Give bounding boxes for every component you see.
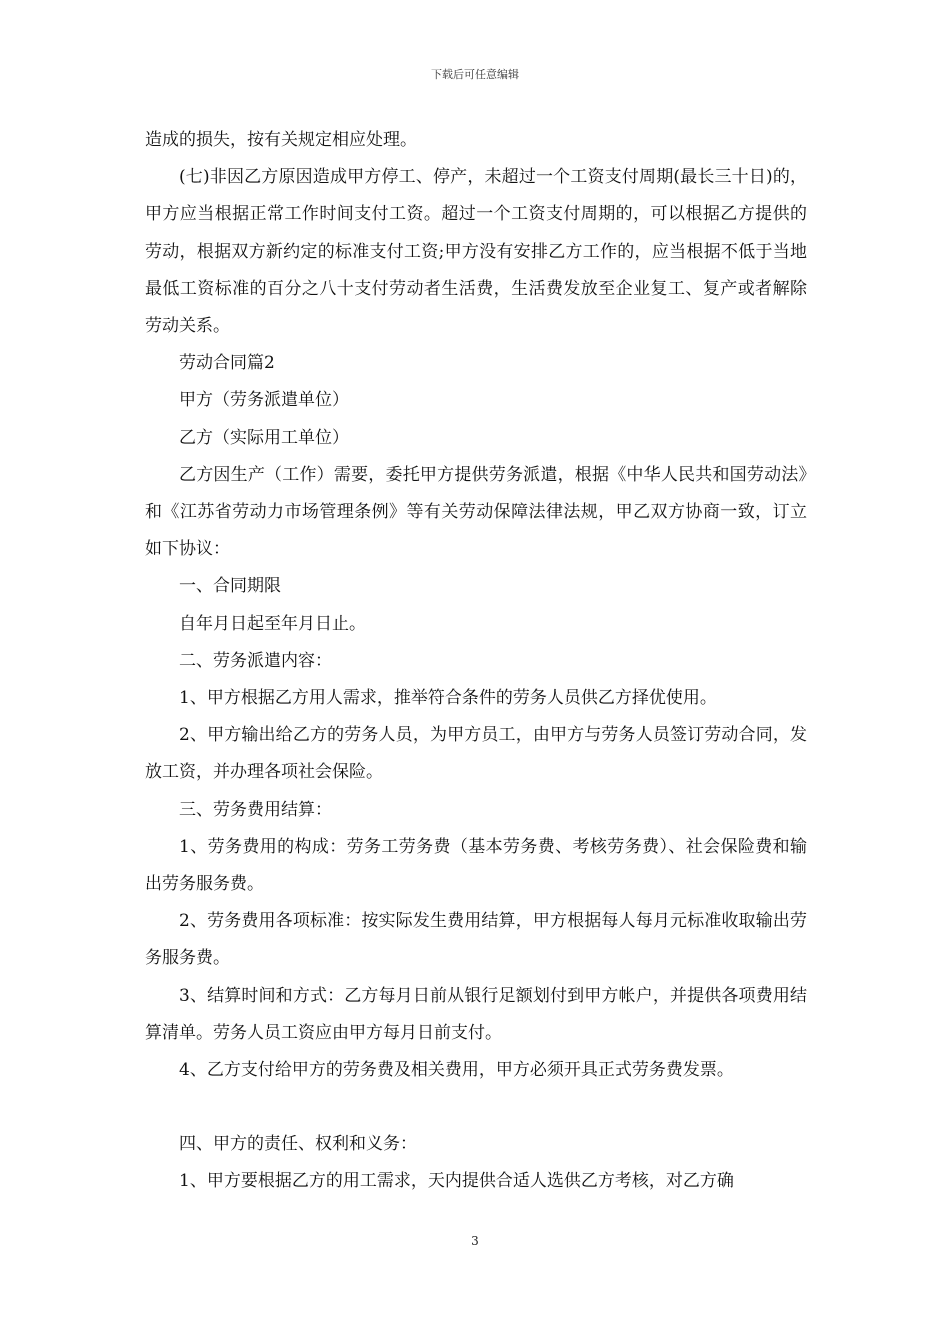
clause-term: 自年月日起至年月日止。 [179,613,366,634]
clause-heading-2: 二、劳务派遣内容： [179,650,332,671]
clause-4-item-1: 1、甲方要根据乙方的用工需求，天内提供合适人选供乙方考核，对乙方确 [179,1171,734,1192]
clause-heading-4: 四、甲方的责任、权利和义务： [179,1134,417,1155]
paragraph-spacer [145,1089,807,1126]
clause-2-item-1: 1、甲方根据乙方用人需求，推举符合条件的劳务人员供乙方择优使用。 [179,688,717,709]
page-header: 下载后可任意编辑 [431,68,519,81]
clause-2-item-2: 2、甲方输出给乙方的劳务人员，为甲方员工，由甲方与劳务人员签订劳动合同，发放工资，并办理各项社会保险。 [145,725,807,783]
clause-3-item-2: 2、劳务费用各项标准：按实际发生费用结算，甲方根据每人每月元标准收取输出劳务服务费。 [145,911,807,969]
paragraph-preamble: 乙方因生产（工作）需要，委托甲方提供劳务派遣，根据《中华人民共和国劳动法》和《江苏省劳动力市场管理条例》等有关劳动保障法律法规，甲乙双方协商一致，订立如下协议： [145,464,807,560]
clause-heading-3: 三、劳务费用结算： [179,799,332,820]
clause-3-item-3: 3、结算时间和方式：乙方每月日前从银行足额划付到甲方帐户，并提供各项费用结算清单。劳务人员工资应由甲方每月日前支付。 [145,985,807,1043]
party-b-line: 乙方（实际用工单位） [179,427,349,448]
page-number: 3 [471,1234,479,1248]
section-title-contract-2: 劳动合同篇2 [179,353,275,374]
clause-3-item-1: 1、劳务费用的构成：劳务工劳务费（基本劳务费、考核劳务费）、社会保险费和输出劳务服务费。 [145,836,807,895]
document-body [145,122,807,1201]
clause-3-item-4: 4、乙方支付给甲方的劳务费及相关费用，甲方必须开具正式劳务费发票。 [179,1060,734,1081]
clause-heading-1: 一、合同期限 [179,576,281,597]
party-a-line: 甲方（劳务派遣单位） [179,390,349,411]
paragraph-2: (七)非因乙方原因造成甲方停工、停产，未超过一个工资支付周期(最长三十日)的，甲方应当根据正常工作时间支付工资。超过一个工资支付周期的，可以根据乙方提供的劳动，根据双方新约定的标准支付工资;甲方没有安排乙方工作的，应当根据不低于当地最低工资标准的百分之八十支付劳动者生活费，生活费发放至企业复工、复产或者解除劳动关系。 [145,167,807,337]
paragraph-1: 造成的损失，按有关规定相应处理。 [145,130,417,150]
